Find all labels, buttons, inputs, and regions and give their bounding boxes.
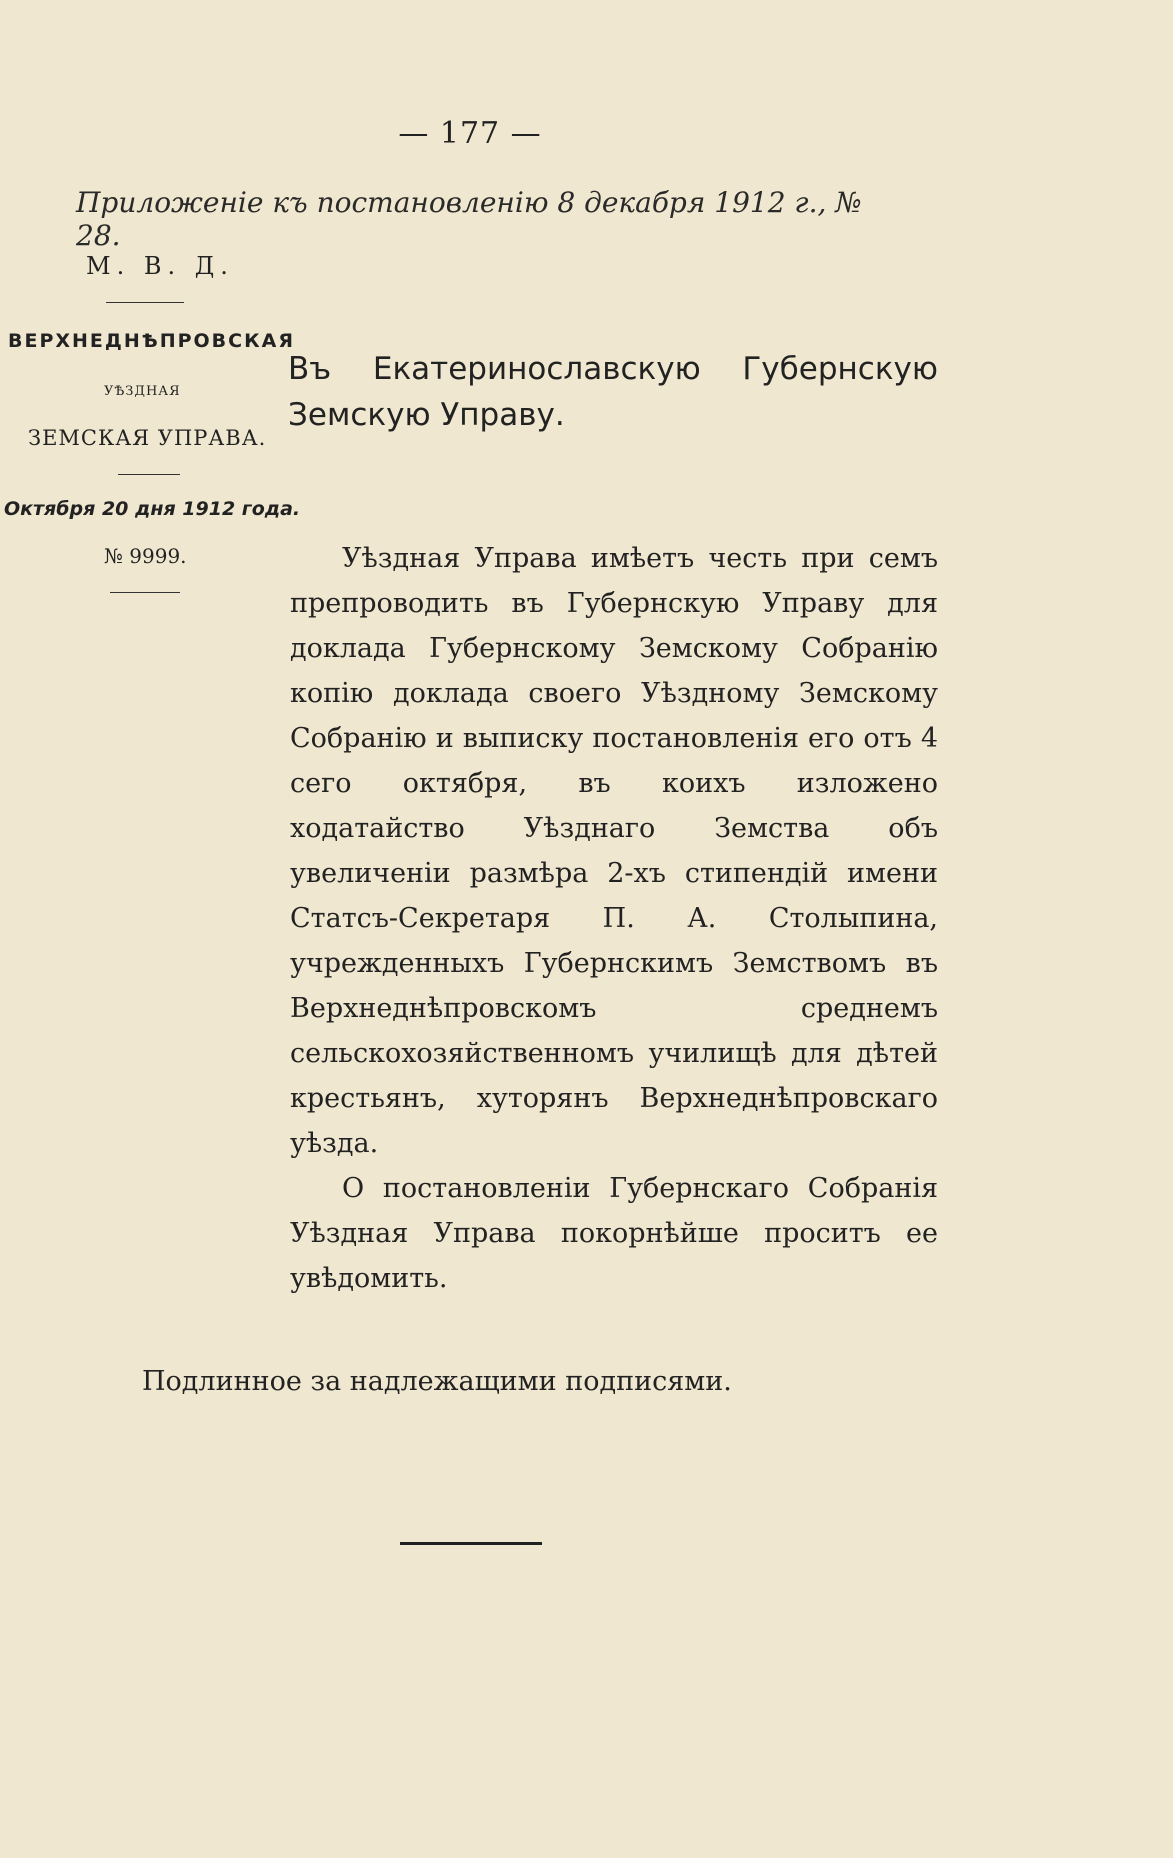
letter-number: № 9999.: [104, 544, 187, 568]
sender-uprava-title: ВЕРХНЕДНѢПРОВСКАЯ: [8, 330, 295, 352]
letter-date: Октября 20 дня 1912 года.: [4, 498, 301, 520]
letter-body: [290, 536, 938, 1301]
divider: [106, 302, 184, 303]
body-paragraph: О постановленiи Губернскаго Собранiя Уѣздная Управа покорнѣйше проситъ ее увѣдомить.: [290, 1173, 938, 1294]
sender-uprava-zemsk: ЗЕМСКАЯ УПРАВА.: [28, 426, 267, 450]
appendix-reference: Приложенiе къ постановленiю 8 декабря 1912 г., № 28.: [76, 186, 862, 252]
addressee: Въ Екатеринославскую Губернскую Земскую Управу.: [288, 351, 938, 433]
end-rule: [400, 1542, 542, 1545]
body-paragraph: Уѣздная Управа имѣетъ честь при семъ препроводить въ Губернскую Управу для доклада Губернскому Земскому Собранiю копiю доклада своего Уѣздному Земскому Собранiю и выписку постановленiя его отъ 4 сего октября, въ коихъ изложено ходатайство Уѣзднаго Земства объ увеличенiи размѣра 2-хъ стипендiй имени Статсъ-Секретаря П. А. Столыпина, учрежденныхъ Губернскимъ Земствомъ въ Верхнеднѣпровскомъ среднемъ сельскохозяйственномъ училищѣ для дѣтей крестьянъ, хуторянъ Верхнеднѣпровскаго уѣзда.: [290, 543, 938, 1159]
sender-uprava-small: УѢЗДНАЯ: [104, 384, 181, 399]
page-number: — 177 —: [398, 116, 542, 151]
ministry-abbrev: М. В. Д.: [86, 252, 234, 280]
closing-line: Подлинное за надлежащими подписями.: [142, 1366, 732, 1397]
divider: [118, 474, 180, 475]
divider: [110, 592, 180, 593]
